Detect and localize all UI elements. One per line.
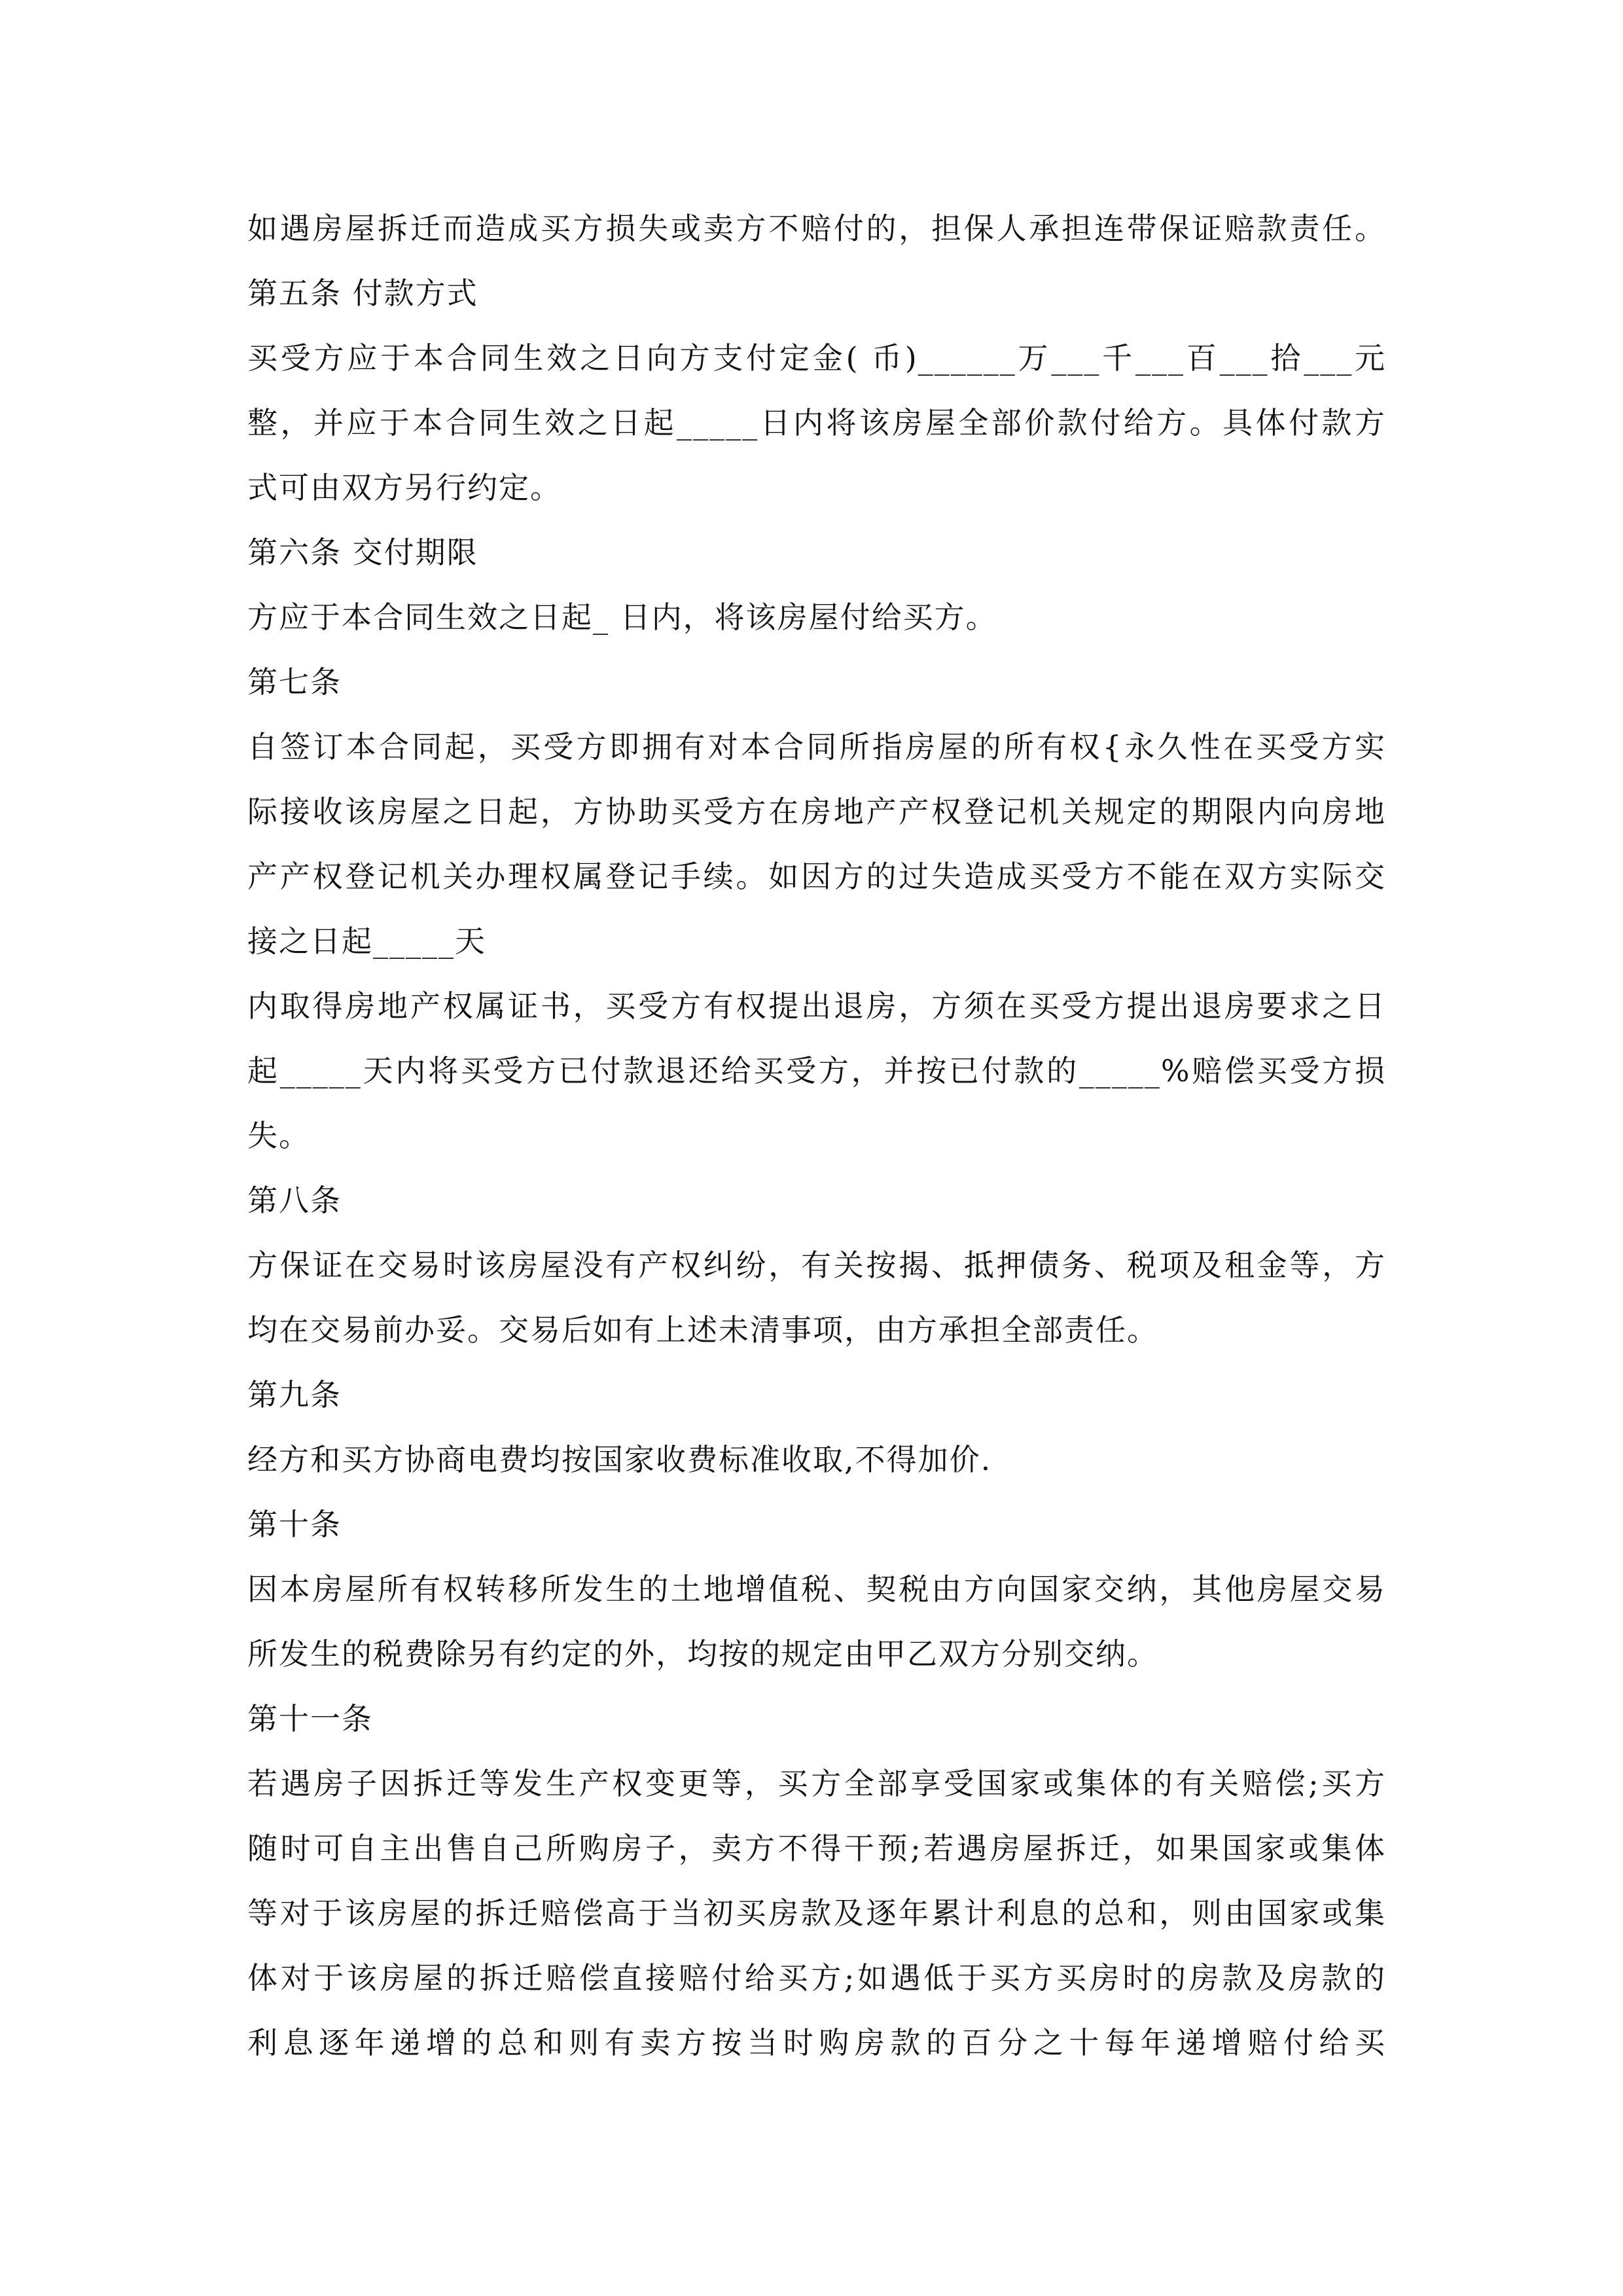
text-line: 方应于本合同生效之日起_ 日内，将该房屋付给买方。	[247, 600, 997, 635]
text-line: 失。	[247, 1118, 310, 1153]
text-line: 因本房屋所有权转移所发生的土地增值税、契税由方向国家交纳，其他房屋交易	[247, 1571, 1386, 1607]
text-line: 均在交易前办妥。交易后如有上述未清事项，由方承担全部责任。	[247, 1312, 1158, 1348]
article-heading: 第九条	[247, 1377, 342, 1412]
article-heading: 第十一条	[247, 1701, 373, 1736]
text-line: 体对于该房屋的拆迁赔偿直接赔付给买方;如遇低于买方买房时的房款及房款的	[247, 1960, 1386, 1996]
text-line: 方保证在交易时该房屋没有产权纠纷，有关按揭、抵押债务、税项及租金等，方	[247, 1247, 1386, 1283]
article-heading: 第五条 付款方式	[247, 276, 478, 311]
text-line: 式可由双方另行约定。	[247, 470, 562, 505]
text-line: 所发生的税费除另有约定的外，均按的规定由甲乙双方分别交纳。	[247, 1636, 1158, 1672]
text-line: 买受方应于本合同生效之日向方支付定金( 币)______万___千___百___拾___元	[247, 340, 1386, 376]
text-line: 内取得房地产权属证书，买受方有权提出退房，方须在买受方提出退房要求之日	[247, 988, 1386, 1024]
text-line: 利息逐年递增的总和则有卖方按当时购房款的百分之十每年递增赔付给买	[247, 2025, 1386, 2060]
article-heading: 第八条	[247, 1183, 342, 1218]
article-heading: 第十条	[247, 1507, 342, 1542]
text-line: 若遇房子因拆迁等发生产权变更等，买方全部享受国家或集体的有关赔偿;买方	[247, 1766, 1386, 1801]
text-line: 自签订本合同起，买受方即拥有对本合同所指房屋的所有权{永久性在买受方实	[247, 729, 1386, 764]
article-heading: 第七条	[247, 664, 342, 700]
text-line: 随时可自主出售自己所购房子，卖方不得干预;若遇房屋拆迁，如果国家或集体	[247, 1831, 1386, 1866]
text-line: 经方和买方协商电费均按国家收费标准收取,不得加价.	[247, 1442, 992, 1477]
article-heading: 第六条 交付期限	[247, 535, 478, 570]
text-line: 际接收该房屋之日起，方协助买受方在房地产产权登记机关规定的期限内向房地	[247, 794, 1386, 829]
text-line: 产产权登记机关办理权属登记手续。如因方的过失造成买受方不能在双方实际交	[247, 859, 1386, 894]
text-line: 如遇房屋拆迁而造成买方损失或卖方不赔付的，担保人承担连带保证赔款责任。	[247, 211, 1386, 246]
text-line: 整，并应于本合同生效之日起_____日内将该房屋全部价款付给方。具体付款方	[247, 405, 1386, 440]
text-line: 接之日起_____天	[247, 924, 486, 959]
text-line: 起_____天内将买受方已付款退还给买受方，并按已付款的_____%赔偿买受方损	[247, 1053, 1386, 1088]
document-body	[247, 196, 1386, 2075]
text-line: 等对于该房屋的拆迁赔偿高于当初买房款及逐年累计利息的总和，则由国家或集	[247, 1895, 1386, 1931]
